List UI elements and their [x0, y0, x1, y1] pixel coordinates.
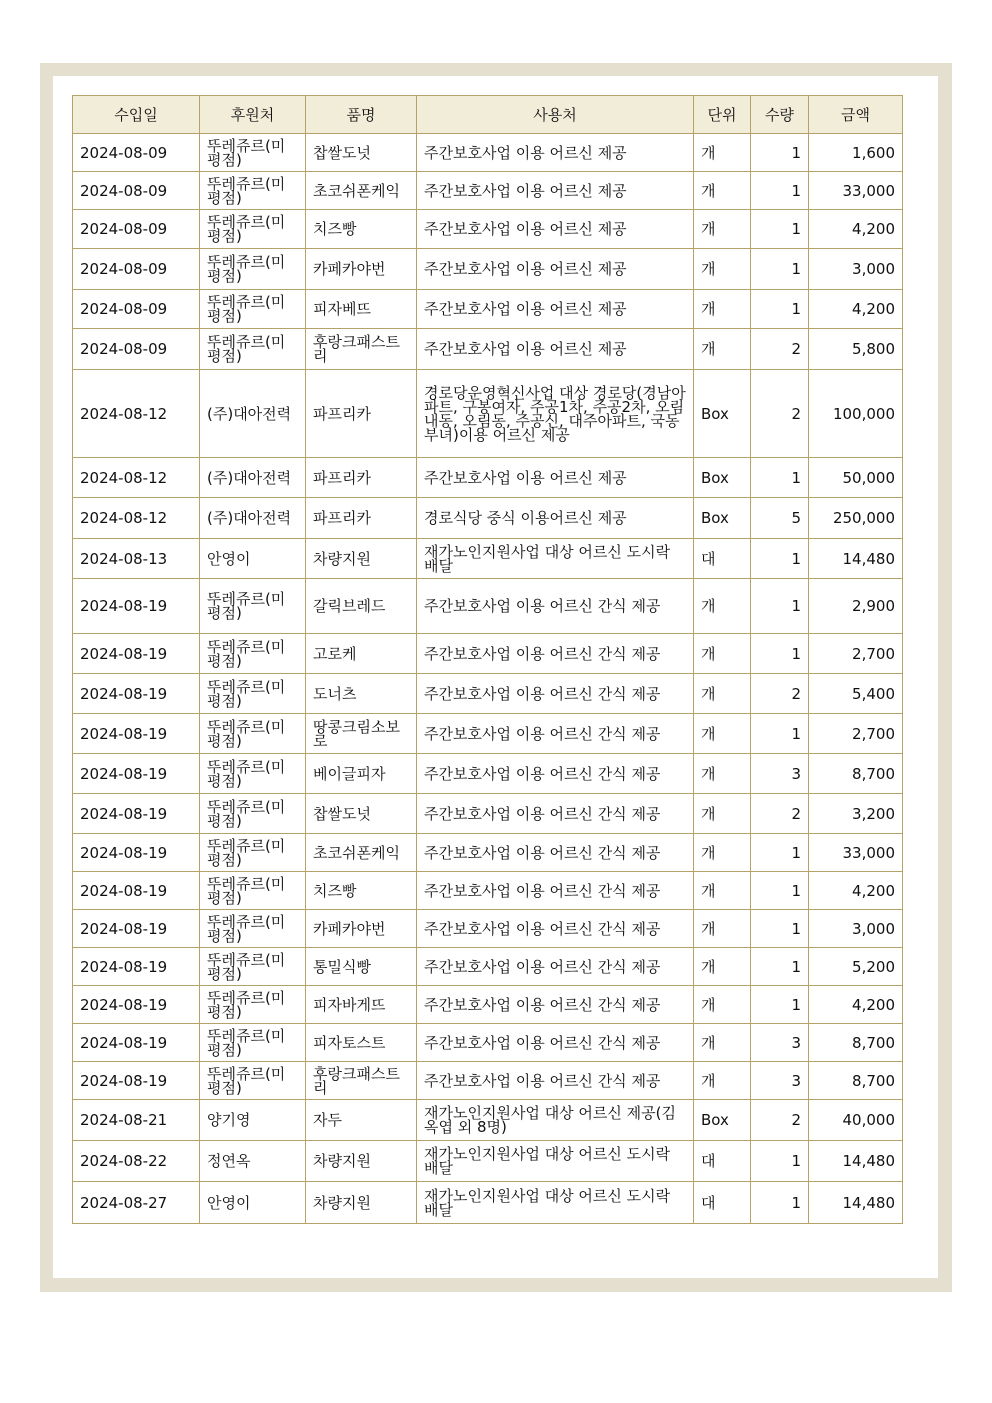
cell-date: 2024-08-12	[73, 370, 200, 458]
cell-date: 2024-08-19	[73, 834, 200, 872]
cell-unit: 대	[694, 539, 751, 579]
cell-date: 2024-08-09	[73, 134, 200, 172]
cell-unit: 개	[694, 834, 751, 872]
cell-amount: 100,000	[809, 370, 903, 458]
cell-item: 치즈빵	[306, 872, 417, 910]
cell-item: 고로케	[306, 634, 417, 674]
cell-usage: 주간보호사업 이용 어르신 제공	[417, 290, 694, 329]
cell-qty: 1	[751, 634, 809, 674]
cell-item: 파프리카	[306, 370, 417, 458]
cell-donor: 뚜레쥬르(미평점)	[200, 834, 306, 872]
cell-usage: 주간보호사업 이용 어르신 간식 제공	[417, 834, 694, 872]
cell-donor: 뚜레쥬르(미평점)	[200, 754, 306, 794]
table-row	[73, 1024, 903, 1062]
cell-amount: 33,000	[809, 172, 903, 210]
cell-donor: 뚜레쥬르(미평점)	[200, 1062, 306, 1100]
cell-usage: 주간보호사업 이용 어르신 간식 제공	[417, 1062, 694, 1100]
table-row	[73, 329, 903, 370]
cell-unit: 개	[694, 249, 751, 290]
cell-amount: 2,900	[809, 579, 903, 634]
header-amount: 금액	[809, 96, 903, 134]
cell-item: 후랑크패스트리	[306, 1062, 417, 1100]
cell-usage: 주간보호사업 이용 어르신 제공	[417, 210, 694, 249]
cell-usage: 재가노인지원사업 대상 어르신 제공(김옥엽 외 8명)	[417, 1100, 694, 1141]
table-row	[73, 249, 903, 290]
cell-donor: 뚜레쥬르(미평점)	[200, 329, 306, 370]
cell-unit: Box	[694, 498, 751, 539]
cell-unit: 개	[694, 290, 751, 329]
cell-date: 2024-08-22	[73, 1141, 200, 1182]
cell-qty: 1	[751, 134, 809, 172]
cell-amount: 8,700	[809, 1062, 903, 1100]
cell-date: 2024-08-19	[73, 634, 200, 674]
cell-usage: 재가노인지원사업 대상 어르신 도시락 배달	[417, 1182, 694, 1224]
cell-date: 2024-08-19	[73, 794, 200, 834]
cell-date: 2024-08-19	[73, 714, 200, 754]
cell-donor: 뚜레쥬르(미평점)	[200, 674, 306, 714]
cell-donor: 뚜레쥬르(미평점)	[200, 794, 306, 834]
table-row	[73, 872, 903, 910]
cell-date: 2024-08-09	[73, 249, 200, 290]
cell-amount: 4,200	[809, 872, 903, 910]
cell-unit: Box	[694, 458, 751, 498]
cell-donor: 뚜레쥬르(미평점)	[200, 249, 306, 290]
table-row	[73, 986, 903, 1024]
cell-item: 치즈빵	[306, 210, 417, 249]
table-row	[73, 948, 903, 986]
donation-table	[72, 95, 903, 1224]
cell-date: 2024-08-19	[73, 948, 200, 986]
cell-date: 2024-08-19	[73, 1062, 200, 1100]
table-row	[73, 834, 903, 872]
header-unit: 단위	[694, 96, 751, 134]
page-inner	[53, 76, 938, 1278]
table-row	[73, 370, 903, 458]
table-row	[73, 458, 903, 498]
cell-amount: 14,480	[809, 1141, 903, 1182]
table-row	[73, 210, 903, 249]
cell-donor: 안영이	[200, 539, 306, 579]
cell-unit: 개	[694, 210, 751, 249]
cell-date: 2024-08-13	[73, 539, 200, 579]
cell-item: 차량지원	[306, 1141, 417, 1182]
table-row	[73, 1062, 903, 1100]
cell-usage: 주간보호사업 이용 어르신 간식 제공	[417, 794, 694, 834]
cell-qty: 2	[751, 674, 809, 714]
cell-usage: 재가노인지원사업 대상 어르신 도시락 배달	[417, 1141, 694, 1182]
header-qty: 수량	[751, 96, 809, 134]
cell-item: 초코쉬폰케익	[306, 834, 417, 872]
cell-qty: 1	[751, 986, 809, 1024]
cell-qty: 1	[751, 948, 809, 986]
cell-date: 2024-08-19	[73, 1024, 200, 1062]
cell-amount: 2,700	[809, 714, 903, 754]
header-row	[73, 96, 903, 134]
cell-amount: 4,200	[809, 290, 903, 329]
cell-donor: 뚜레쥬르(미평점)	[200, 290, 306, 329]
cell-qty: 3	[751, 1062, 809, 1100]
cell-item: 찹쌀도넛	[306, 134, 417, 172]
cell-unit: 개	[694, 872, 751, 910]
cell-donor: (주)대아전력	[200, 498, 306, 539]
cell-amount: 14,480	[809, 1182, 903, 1224]
cell-item: 피자바게뜨	[306, 986, 417, 1024]
cell-qty: 1	[751, 290, 809, 329]
cell-usage: 주간보호사업 이용 어르신 간식 제공	[417, 674, 694, 714]
cell-donor: 뚜레쥬르(미평점)	[200, 948, 306, 986]
cell-qty: 1	[751, 714, 809, 754]
cell-amount: 3,000	[809, 910, 903, 948]
cell-usage: 주간보호사업 이용 어르신 제공	[417, 172, 694, 210]
cell-usage: 주간보호사업 이용 어르신 간식 제공	[417, 872, 694, 910]
cell-donor: 뚜레쥬르(미평점)	[200, 1024, 306, 1062]
cell-date: 2024-08-19	[73, 674, 200, 714]
cell-usage: 주간보호사업 이용 어르신 제공	[417, 249, 694, 290]
cell-amount: 8,700	[809, 1024, 903, 1062]
cell-amount: 2,700	[809, 634, 903, 674]
table-row	[73, 674, 903, 714]
cell-item: 베이글피자	[306, 754, 417, 794]
cell-unit: 개	[694, 948, 751, 986]
cell-qty: 2	[751, 1100, 809, 1141]
cell-date: 2024-08-19	[73, 754, 200, 794]
table-row	[73, 1182, 903, 1224]
cell-item: 후랑크패스트리	[306, 329, 417, 370]
table-row	[73, 579, 903, 634]
cell-donor: 뚜레쥬르(미평점)	[200, 134, 306, 172]
cell-qty: 1	[751, 579, 809, 634]
cell-unit: 개	[694, 329, 751, 370]
cell-usage: 주간보호사업 이용 어르신 간식 제공	[417, 910, 694, 948]
cell-item: 도너츠	[306, 674, 417, 714]
cell-amount: 250,000	[809, 498, 903, 539]
cell-date: 2024-08-09	[73, 290, 200, 329]
cell-unit: 대	[694, 1141, 751, 1182]
cell-qty: 1	[751, 539, 809, 579]
cell-item: 피자베뜨	[306, 290, 417, 329]
header-donor: 후원처	[200, 96, 306, 134]
cell-qty: 1	[751, 458, 809, 498]
cell-donor: 뚜레쥬르(미평점)	[200, 872, 306, 910]
cell-usage: 주간보호사업 이용 어르신 제공	[417, 134, 694, 172]
cell-donor: 뚜레쥬르(미평점)	[200, 714, 306, 754]
cell-item: 통밀식빵	[306, 948, 417, 986]
cell-usage: 재가노인지원사업 대상 어르신 도시락 배달	[417, 539, 694, 579]
cell-usage: 주간보호사업 이용 어르신 간식 제공	[417, 986, 694, 1024]
cell-item: 초코쉬폰케익	[306, 172, 417, 210]
cell-unit: Box	[694, 1100, 751, 1141]
table-row	[73, 714, 903, 754]
cell-amount: 5,200	[809, 948, 903, 986]
cell-item: 파프리카	[306, 458, 417, 498]
cell-unit: 개	[694, 714, 751, 754]
table-row	[73, 754, 903, 794]
cell-qty: 3	[751, 754, 809, 794]
cell-qty: 2	[751, 329, 809, 370]
cell-item: 피자토스트	[306, 1024, 417, 1062]
cell-amount: 1,600	[809, 134, 903, 172]
table-row	[73, 794, 903, 834]
cell-unit: 개	[694, 634, 751, 674]
cell-date: 2024-08-09	[73, 172, 200, 210]
cell-usage: 경로당운영혁신사업 대상 경로당(경남아파트, 구봉여자, 주공1차, 주공2차, 오림내동, 오림동, 주공신, 대주아파트, 국동부녀)이용 어르신 제공	[417, 370, 694, 458]
table-row	[73, 134, 903, 172]
cell-item: 차량지원	[306, 539, 417, 579]
cell-qty: 1	[751, 834, 809, 872]
table-row	[73, 910, 903, 948]
table-row	[73, 498, 903, 539]
cell-unit: 개	[694, 579, 751, 634]
table-row	[73, 1100, 903, 1141]
cell-item: 자두	[306, 1100, 417, 1141]
cell-donor: (주)대아전력	[200, 458, 306, 498]
cell-unit: 개	[694, 134, 751, 172]
cell-unit: 대	[694, 1182, 751, 1224]
table-row	[73, 290, 903, 329]
cell-amount: 3,200	[809, 794, 903, 834]
cell-amount: 5,800	[809, 329, 903, 370]
cell-unit: 개	[694, 910, 751, 948]
cell-unit: 개	[694, 674, 751, 714]
cell-usage: 주간보호사업 이용 어르신 제공	[417, 458, 694, 498]
cell-donor: 뚜레쥬르(미평점)	[200, 579, 306, 634]
cell-date: 2024-08-21	[73, 1100, 200, 1141]
cell-date: 2024-08-27	[73, 1182, 200, 1224]
cell-qty: 1	[751, 910, 809, 948]
cell-qty: 1	[751, 249, 809, 290]
cell-amount: 4,200	[809, 210, 903, 249]
cell-date: 2024-08-19	[73, 986, 200, 1024]
cell-donor: 뚜레쥬르(미평점)	[200, 634, 306, 674]
cell-usage: 주간보호사업 이용 어르신 제공	[417, 329, 694, 370]
cell-date: 2024-08-19	[73, 579, 200, 634]
cell-item: 땅콩크림소보로	[306, 714, 417, 754]
cell-donor: 뚜레쥬르(미평점)	[200, 172, 306, 210]
cell-date: 2024-08-12	[73, 498, 200, 539]
cell-amount: 33,000	[809, 834, 903, 872]
cell-amount: 3,000	[809, 249, 903, 290]
cell-item: 파프리카	[306, 498, 417, 539]
cell-donor: 뚜레쥬르(미평점)	[200, 910, 306, 948]
cell-qty: 2	[751, 794, 809, 834]
cell-unit: 개	[694, 1024, 751, 1062]
cell-qty: 3	[751, 1024, 809, 1062]
header-item: 품명	[306, 96, 417, 134]
cell-qty: 5	[751, 498, 809, 539]
cell-unit: 개	[694, 1062, 751, 1100]
cell-date: 2024-08-19	[73, 872, 200, 910]
header-date: 수입일	[73, 96, 200, 134]
table-row	[73, 634, 903, 674]
cell-qty: 1	[751, 210, 809, 249]
cell-amount: 4,200	[809, 986, 903, 1024]
cell-unit: Box	[694, 370, 751, 458]
cell-donor: 정연옥	[200, 1141, 306, 1182]
cell-qty: 2	[751, 370, 809, 458]
cell-usage: 주간보호사업 이용 어르신 간식 제공	[417, 948, 694, 986]
cell-qty: 1	[751, 872, 809, 910]
cell-qty: 1	[751, 1182, 809, 1224]
cell-usage: 주간보호사업 이용 어르신 간식 제공	[417, 754, 694, 794]
cell-item: 갈릭브레드	[306, 579, 417, 634]
cell-amount: 40,000	[809, 1100, 903, 1141]
cell-usage: 주간보호사업 이용 어르신 간식 제공	[417, 1024, 694, 1062]
header-usage: 사용처	[417, 96, 694, 134]
cell-qty: 1	[751, 1141, 809, 1182]
cell-donor: 양기영	[200, 1100, 306, 1141]
cell-unit: 개	[694, 754, 751, 794]
cell-unit: 개	[694, 986, 751, 1024]
table-row	[73, 1141, 903, 1182]
cell-item: 카페카야번	[306, 249, 417, 290]
cell-amount: 50,000	[809, 458, 903, 498]
cell-usage: 경로식당 중식 이용어르신 제공	[417, 498, 694, 539]
cell-amount: 8,700	[809, 754, 903, 794]
page-frame	[40, 63, 952, 1292]
cell-unit: 개	[694, 794, 751, 834]
cell-qty: 1	[751, 172, 809, 210]
cell-date: 2024-08-19	[73, 910, 200, 948]
cell-date: 2024-08-09	[73, 329, 200, 370]
cell-item: 찹쌀도넛	[306, 794, 417, 834]
cell-usage: 주간보호사업 이용 어르신 간식 제공	[417, 579, 694, 634]
cell-donor: 뚜레쥬르(미평점)	[200, 986, 306, 1024]
cell-amount: 14,480	[809, 539, 903, 579]
cell-donor: 안영이	[200, 1182, 306, 1224]
cell-date: 2024-08-12	[73, 458, 200, 498]
cell-usage: 주간보호사업 이용 어르신 간식 제공	[417, 634, 694, 674]
table-row	[73, 172, 903, 210]
cell-unit: 개	[694, 172, 751, 210]
cell-item: 차량지원	[306, 1182, 417, 1224]
table-row	[73, 539, 903, 579]
cell-amount: 5,400	[809, 674, 903, 714]
cell-usage: 주간보호사업 이용 어르신 간식 제공	[417, 714, 694, 754]
cell-date: 2024-08-09	[73, 210, 200, 249]
cell-donor: 뚜레쥬르(미평점)	[200, 210, 306, 249]
cell-donor: (주)대아전력	[200, 370, 306, 458]
cell-item: 카페카야번	[306, 910, 417, 948]
